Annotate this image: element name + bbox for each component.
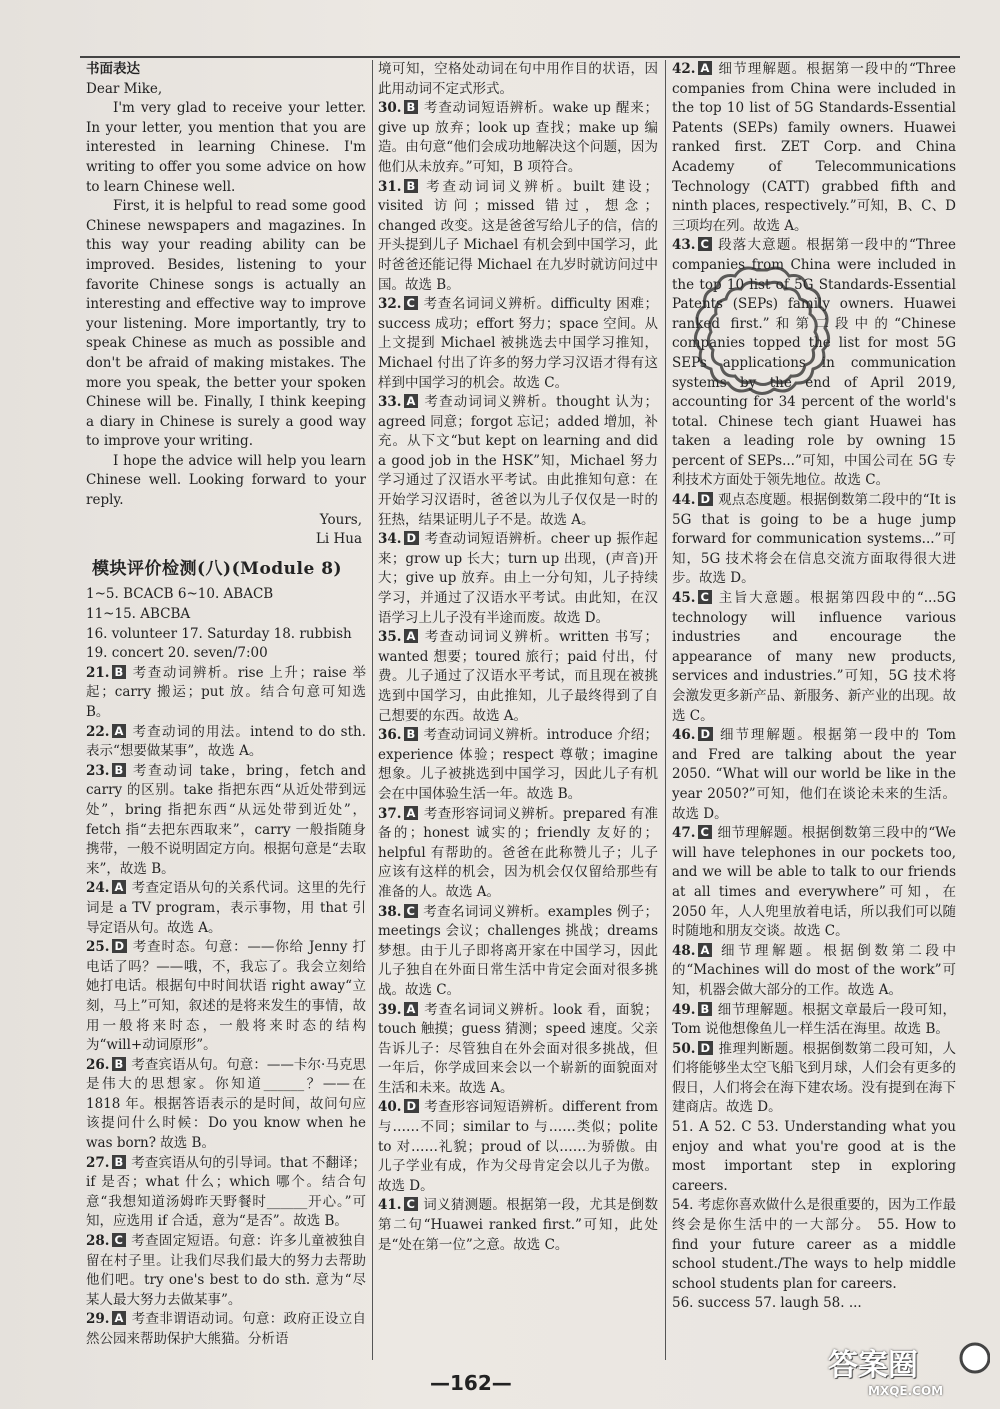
answer-letter-badge: B: [404, 727, 419, 741]
question-number: 30.: [378, 100, 402, 117]
question-item: [86, 1056, 366, 1154]
question-number: 47.: [672, 825, 696, 842]
explanation-text: 词义猜测题。根据第一段，尤其是倒数第二句“Huawei ranked first.”可知，此处是“处在第一位”之意。故选 C。: [378, 1197, 658, 1253]
question-item: [378, 628, 658, 726]
question-number: 34.: [378, 531, 402, 548]
question-list: [378, 99, 658, 1255]
question-number: 32.: [378, 296, 402, 313]
answer-letter-badge: B: [404, 179, 419, 193]
question-number: 46.: [672, 727, 696, 744]
answer-lines: [86, 585, 366, 663]
answer-letter-badge: A: [112, 1311, 127, 1325]
question-number: 27.: [86, 1154, 110, 1171]
answer-letter-badge: C: [404, 1197, 418, 1211]
explanation-text: 细节理解题。根据第一段中的“Three companies from China were included in the top 10 list of 5G Standards-Essential Patents (SEPs) family owners. Huawei ranked first. ZET Corp. and China Academy of Telecommunications Technology (CATT) grabbed fifth and ninth places, respectively.”可知，B、C、D 三项均在列。故选 A。: [672, 61, 956, 234]
question-number: 26.: [86, 1056, 110, 1073]
top-rule: [80, 56, 960, 58]
explanation-text: 考查宾语从句。句意：——卡尔·马克思是伟大的思想家。你知道______？——在 1818 年。根据答语表示的是时间，故问句应该提问什么时候：Do you know when he was born? 故选 B。: [86, 1056, 366, 1152]
question-number: 22.: [86, 723, 110, 740]
question-item: [672, 942, 956, 1001]
question-number: 48.: [672, 942, 696, 959]
explanation-text: 考查名词词义辨析。difficulty 困难；success 成功；effort 努力；space 空间。从上文提到 Michael 被挑选去中国学习推知，Michael 付出了许多的努力学习汉语才得有这样到中国学习的机会。故选 C。: [378, 296, 658, 391]
question-number: 31.: [378, 178, 402, 195]
explanation-text: 细节理解题。根据文章最后一段可知，Tom 说他想像鱼儿一样生活在海里。故选 B。: [672, 1001, 956, 1038]
question-number: 36.: [378, 727, 402, 744]
explanation-text: 考查动词短语辨析。cheer up 振作起来；grow up 长大；turn up 出现，(声音)开大；give up 放弃。由上一分句知，儿子持续学习，并通过了汉语水平考试。由此知，在汉语学习上儿子没有半途而废。故选 D。: [378, 531, 658, 626]
explanation-text: 考查定语从句的关系代词。这里的先行词是 a TV program，表示事物，用 that 引导定语从句。故选 A。: [86, 880, 366, 936]
answer-letter-badge: A: [112, 880, 127, 894]
answer-letter-badge: C: [698, 825, 712, 839]
question-number: 49.: [672, 1001, 696, 1018]
question-list: [672, 60, 956, 1118]
answer-letter-badge: D: [404, 531, 420, 545]
explanation-text: 考查动词辨析。rise 上升；raise 举起；carry 搬运；put 放。结合句意可知选 B。: [86, 664, 366, 720]
question-item: [378, 1098, 658, 1196]
answer-line: 1~5. BCACB 6~10. ABACB: [86, 586, 274, 603]
answer-line: 16. volunteer 17. Saturday 18. rubbish: [86, 625, 352, 642]
answer-letter-badge: A: [112, 724, 127, 738]
answer-letter-badge: D: [404, 1099, 420, 1113]
explanation-text: 段落大意题。根据第一段中的“Three companies from China were included in the top 10 list of 5G Standards-Essential Patents (SEPs) family owners. Huawei ranked first.”和第二段中的“Chinese companies topped the list for most 5G SEPs applications in communication systems by the end of April 2019, accounting for 34 percent of the world's total. Chinese tech giant Huawei has taken a leading role by owning 15 percent of SEPs...”可知，中国公司在 5G 专利技术方面处于领先地位。故选 C。: [672, 237, 956, 489]
question-item: [378, 295, 658, 393]
explanation-text: 细节理解题。根据倒数第三段中的“We will have telephones in our pockets too, and we will be able to talk to our friends at all times and everywhere”可知，在 2050 年，人人兜里放着电话，所以我们可以随时随地和朋友交谈。故选 C。: [672, 825, 956, 940]
letter-paragraph: I'm very glad to receive your letter. In your letter, you mention that you are interested in learning Chinese. I'm writing to offer you some advice on how to learn Chinese well.: [86, 100, 366, 195]
answer-letter-badge: D: [112, 939, 128, 953]
question-item: [672, 1001, 956, 1040]
question-number: 35.: [378, 629, 402, 646]
explanation-text: 考查形容词词义辨析。prepared 有准备的；honest 诚实的；friendly 友好的；helpful 有帮助的。爸爸在此称赞儿子；儿子应该有这样的机会，因为机会仅仅留给那些有准备的人。故选 A。: [378, 805, 658, 900]
question-item: [86, 938, 366, 1056]
question-item: [378, 726, 658, 804]
page-number: —162—: [430, 1371, 512, 1395]
explanation-text: 考查动词短语辨析。wake up 醒来；give up 放弃；look up 查找；make up 编造。由句意“他们会成功地解决这个问题，因为他们从未放弃。”可知，B 项符合。: [378, 100, 658, 175]
answer-letter-badge: D: [698, 727, 714, 741]
answer-letter-badge: D: [698, 492, 714, 506]
watermark-url: MXQE.COM: [868, 1384, 944, 1398]
letter-paragraph: I hope the advice will help you learn Chinese well. Looking forward to your reply.: [86, 452, 366, 509]
question-number: 29.: [86, 1311, 110, 1328]
question-item: [86, 664, 366, 723]
question-number: 39.: [378, 1001, 402, 1018]
answer-letter-badge: A: [698, 943, 713, 957]
question-number: 33.: [378, 394, 402, 411]
question-number: 24.: [86, 880, 110, 897]
column-divider: [372, 60, 373, 1360]
question-number: 37.: [378, 805, 402, 822]
explanation-text: 考查动词 take，bring，fetch and carry 的区别。take 指把东西“从近处带到远处”，bring 指把东西“从远处带到近处”，fetch 指“去把东西取来”，carry 一般指随身携带，一般不说明固定方向。根据句意是“去取来”，故选 B。: [86, 762, 366, 877]
explanation-text: 考查动词的用法。intend to do sth. 表示“想要做某事”，故选 A。: [86, 723, 366, 760]
explanation-text: 细节理解题。根据倒数第二段中的“Machines will do most of the work”可知，机器会做大部分的工作。故选 A。: [672, 942, 956, 998]
explanation-text: 考查名词词义辨析。examples 例子；meetings 会议；challenges 挑战；dreams 梦想。由于儿子即将离开家在中国学习，因此儿子独自在外面日常生活中肯定会面对很多挑战。故选 C。: [378, 903, 658, 998]
column-3: [672, 60, 956, 1314]
answer-letter-badge: C: [112, 1233, 126, 1247]
watermark-text: 答案圈: [828, 1348, 918, 1383]
question-number: 50.: [672, 1040, 696, 1057]
question-number: 25.: [86, 939, 110, 956]
answer-letter-badge: B: [112, 763, 127, 777]
question-item: [86, 723, 366, 762]
question-number: 40.: [378, 1099, 402, 1116]
question-item: [672, 1040, 956, 1118]
explanation-text: 推理判断题。根据倒数第二段可知，人们将能够坐太空飞船飞到月球，人们会有更多的假日，人们将会在海下建农场。没有提到在海下建商店。故选 D。: [672, 1040, 956, 1116]
question-number: 44.: [672, 492, 696, 509]
question-item: [672, 589, 956, 726]
question-number: 45.: [672, 590, 696, 607]
question-item: [378, 393, 658, 530]
explanation-text: 考查宾语从句的引导词。that 不翻译；if 是否；what 什么；which 哪个。结合句意“我想知道汤姆昨天野餐时______开心。”可知，应选用 if 合适，意为“是否”。故选 B。: [86, 1154, 366, 1230]
question-item: [672, 236, 956, 491]
answer-line: 56. success 57. laugh 58. ...: [672, 1295, 862, 1312]
answer-line: 54. 考虑你喜欢做什么是很重要的，因为工作最终会是你生活中的一大部分。 55. How to find your future career as a middle school student./The ways to help middle school students plan for careers.: [672, 1197, 956, 1292]
explanation-text: 考查动词词义辨析。written 书写；wanted 想要；toured 旅行；paid 付出，付费。儿子通过了汉语水平考试，而且现在被挑选到中国学习，由此推知，儿子最终得到了自己想要的东西。故选 A。: [378, 629, 658, 724]
column-1: [86, 60, 366, 1350]
explanation-text: 细节理解题。根据第一段中的 Tom and Fred are talking about the year 2050. “What will our world be like in the year 2050?”可知，他们在谈论未来的生活。故选 D。: [672, 727, 956, 822]
answer-letter-badge: A: [404, 1002, 419, 1016]
answer-letter-badge: C: [404, 296, 418, 310]
continued-text: 境可知，空格处动词在句中用作目的状语，因此用动词不定式形式。: [378, 61, 658, 97]
answer-letter-badge: C: [698, 590, 712, 604]
question-number: 41.: [378, 1197, 402, 1214]
answer-letter-badge: B: [112, 665, 127, 679]
answer-letter-badge: B: [698, 1002, 713, 1016]
explanation-text: 考查动词词义辨析。thought 认为；agreed 同意；forgot 忘记；added 增加，补充。从下文“but kept on learning and did a good job in the HSK”知，Michael 努力学习通过了汉语水平考试。由此推知句意：在开始学习汉语时，爸爸以为儿子仅仅是一时的狂热，结果证明儿子不是。故选 A。: [378, 394, 658, 528]
question-item: [378, 99, 658, 177]
letter-salutation: Dear Mike,: [86, 80, 163, 97]
question-item: [86, 879, 366, 938]
question-item: [86, 762, 366, 880]
answer-letter-badge: A: [404, 394, 419, 408]
answer-letter-badge: B: [112, 1155, 127, 1169]
explanation-text: 考查时态。句意：——你给 Jenny 打电话了吗？——哦，不，我忘了。我会立刻给她打电话。根据句中时间状语 right away“立刻，马上”可知，叙述的是将来发生的事情，故用一般将来时态，一般将来时态的结构为“will+动词原形”。: [86, 939, 366, 1054]
module-title: 模块评价检测(八)(Module 8): [92, 558, 343, 579]
letter-closing: Yours,: [319, 511, 362, 528]
question-number: 43.: [672, 237, 696, 254]
question-list: [86, 664, 366, 1350]
question-number: 21.: [86, 664, 110, 681]
answer-letter-badge: B: [112, 1057, 127, 1071]
explanation-text: 考查动词词义辨析。introduce 介绍；experience 体验；respect 尊敬；imagine 想象。儿子被挑选到中国学习，因此儿子有机会在中国体验生活一年。故选 B。: [378, 727, 658, 802]
question-item: [378, 530, 658, 628]
explanation-text: 考查名词词义辨析。look 看，面貌；touch 触摸；guess 猜测；speed 速度。父亲告诉儿子：尽管独自在外会面对很多挑战，但一年后，你学成回来会以一个崭新的面貌面对生活和未来。故选 A。: [378, 1001, 658, 1096]
letter-signature: Li Hua: [315, 531, 362, 548]
short-answers: [672, 1118, 956, 1314]
answer-line: 11~15. ABCBA: [86, 606, 191, 623]
question-item: [378, 1001, 658, 1099]
question-item: [672, 824, 956, 942]
answer-line: 51. A 52. C 53. Understanding what you enjoy and what you're good at is the most important step in exploring careers.: [672, 1119, 956, 1194]
question-item: [86, 1310, 366, 1349]
section-heading: 书面表达: [86, 61, 140, 77]
question-item: [378, 805, 658, 903]
answer-letter-badge: D: [698, 1041, 714, 1055]
question-item: [672, 60, 956, 236]
explanation-text: 考查非谓语动词。句意：政府正设立自然公园来帮助保护大熊猫。分析语: [86, 1311, 366, 1347]
question-number: 28.: [86, 1233, 110, 1250]
question-item: [86, 1154, 366, 1232]
answer-letter-badge: B: [404, 100, 419, 114]
explanation-text: 主旨大意题。根据第四段中的“...5G technology will influence various industries and encourage the appearance of many new products, services and industries.”可知，5G 技术将会激发更多新产品、新服务、新产业的出现。故选 C。: [672, 590, 956, 724]
answer-letter-badge: A: [404, 629, 419, 643]
explanation-text: 考查动词词义辨析。built 建设；visited 访问；missed 错过，想念；changed 改变。这是爸爸写给儿子的信，信的开头提到儿子 Michael 有机会到中国学习，此时爸爸还能记得 Michael 在九岁时就访问过中国。故选 B。: [378, 178, 658, 293]
explanation-text: 考查形容词短语辨析。different from 与……不同；similar to 与……类似；polite to 对……礼貌；proud of 以……为骄傲。由儿子学业有成，作为父母肯定会以儿子为傲。故选 D。: [378, 1099, 658, 1194]
question-item: [672, 491, 956, 589]
answer-letter-badge: C: [698, 237, 712, 251]
question-item: [378, 903, 658, 1001]
question-item: [378, 1196, 658, 1255]
answer-letter-badge: A: [404, 806, 419, 820]
answer-line: 19. concert 20. seven/7:00: [86, 645, 268, 662]
question-item: [672, 726, 956, 824]
question-item: [86, 1232, 366, 1310]
answer-letter-badge: A: [698, 61, 713, 75]
question-item: [378, 178, 658, 296]
column-2: [378, 60, 658, 1255]
letter-paragraph: First, it is helpful to read some good Chinese newspapers and magazines. In this way your reading ability can be improved. Besides, listening to your favorite Chinese songs is actually an interesting and effective way to improve your listening. More importantly, try to speak Chinese as much as possible and don't be afraid of making mistakes. The more you speak, the better your spoken Chinese will be. Finally, I think keeping a diary in Chinese is surely a good way to improve your writing.: [86, 198, 366, 450]
question-number: 23.: [86, 762, 110, 779]
column-divider: [665, 60, 666, 1360]
question-number: 42.: [672, 61, 696, 77]
explanation-text: 观点态度题。根据倒数第二段中的“It is 5G that is going to be a huge jump forward for communication systems...”可知，5G 技术将会在信息交流方面取得很大进步。故选 D。: [672, 492, 956, 587]
question-number: 38.: [378, 903, 402, 920]
answer-letter-badge: C: [404, 904, 418, 918]
explanation-text: 考查固定短语。句意：许多儿童被独自留在村子里。让我们尽我们最大的努力去帮助他们吧。try one's best to do sth. 意为“尽某人最大努力去做某事”。: [86, 1233, 366, 1308]
